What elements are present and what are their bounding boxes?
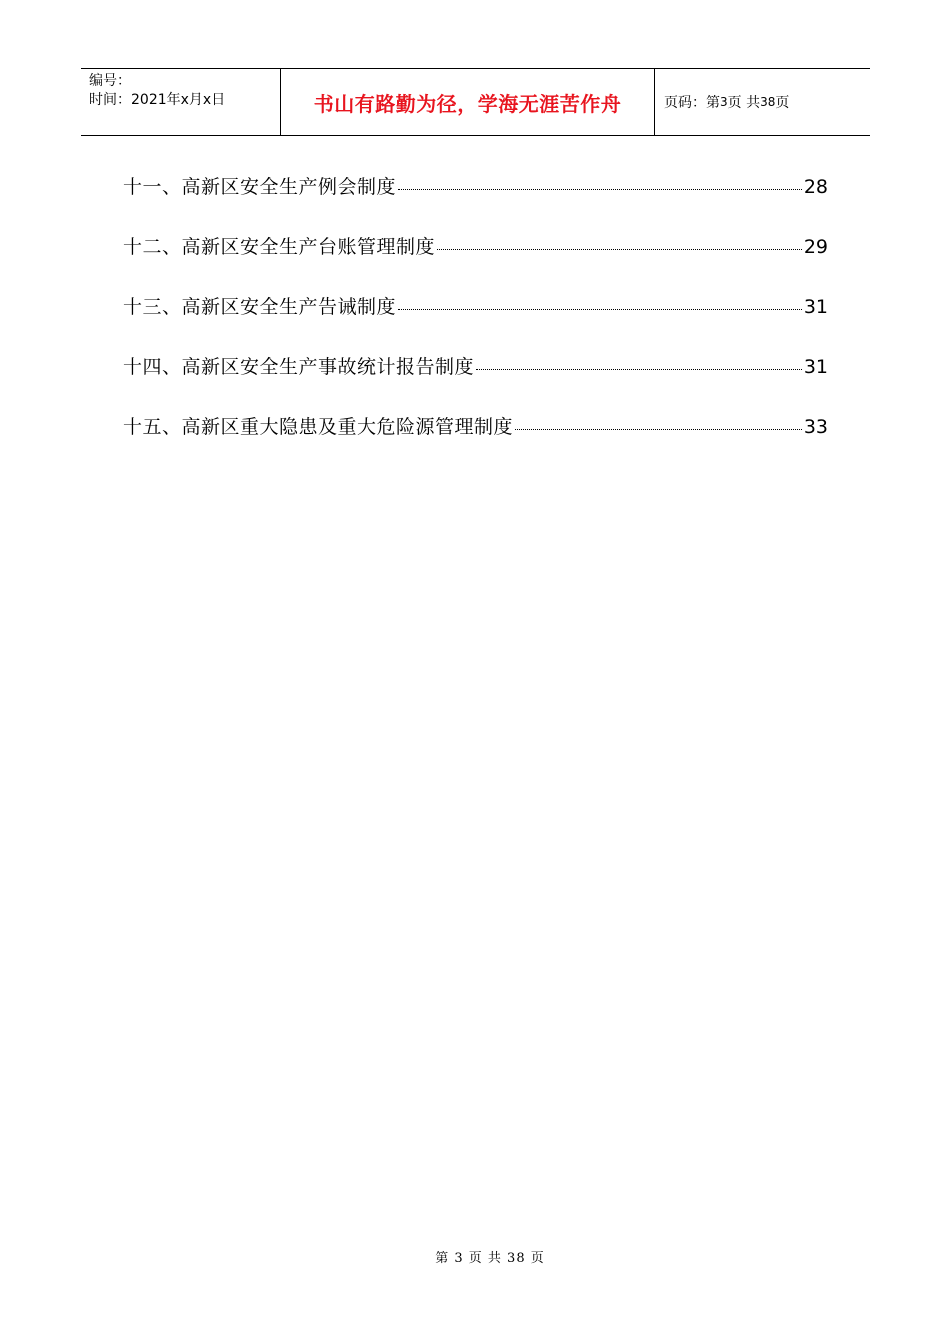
page-prefix: 页码：第 [664,95,720,111]
header-page-info [655,69,870,135]
toc-entry[interactable] [123,412,828,472]
toc-entry-page: 33 [803,416,828,438]
page-mid: 页 共 [727,95,761,111]
toc-entry-page: 31 [803,296,828,318]
toc-dot-leader [398,189,802,190]
toc-entry-page: 29 [803,236,828,258]
motto: 书山有路勤为径，学海无涯苦作舟 [313,91,622,116]
toc-entry-title: 十二、高新区安全生产台账管理制度 [123,236,436,258]
toc-entry-title: 十一、高新区安全生产例会制度 [123,176,397,198]
page-header [81,68,870,136]
toc-entry[interactable] [123,292,828,352]
header-meta [81,69,281,135]
toc-entry[interactable] [123,232,828,292]
number-label: 编号： [89,73,131,89]
toc-dot-leader [437,249,802,250]
table-of-contents [123,172,828,472]
toc-entry-title: 十四、高新区安全生产事故统计报告制度 [123,356,475,378]
page-current: 3 [720,95,728,109]
toc-dot-leader [476,369,802,370]
toc-entry-page: 31 [803,356,828,378]
page-suffix: 页 [775,95,790,111]
page-total: 38 [760,95,776,109]
toc-entry-title: 十五、高新区重大隐患及重大危险源管理制度 [123,416,514,438]
header-motto-cell [281,69,655,135]
toc-dot-leader [515,429,802,430]
toc-entry-page: 28 [803,176,828,198]
toc-entry[interactable] [123,172,828,232]
toc-entry[interactable] [123,352,828,412]
page-footer: 第 3 页 共 38 页 [435,1251,545,1266]
toc-dot-leader [398,309,802,310]
time-label: 时间：2021年x月x日 [89,92,226,108]
toc-entry-title: 十三、高新区安全生产告诫制度 [123,296,397,318]
